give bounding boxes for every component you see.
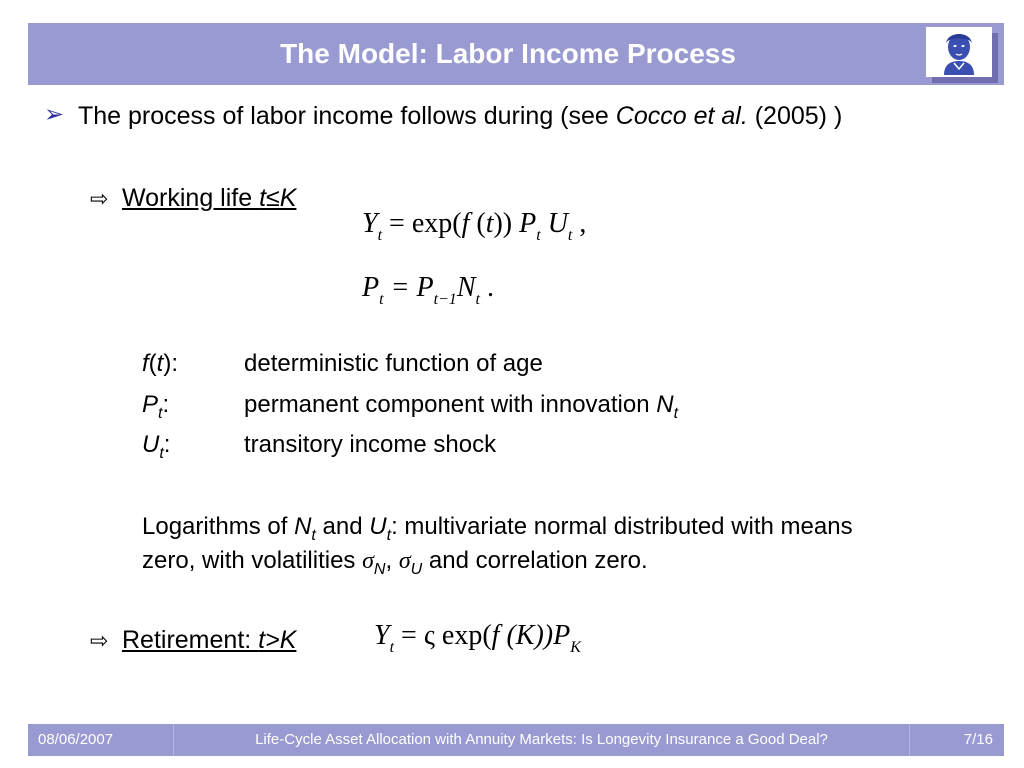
bullet-arrow-icon: ➢	[44, 101, 65, 128]
sub-arrow-icon: ⇨	[90, 628, 109, 653]
title-bar	[28, 23, 1004, 85]
logs-line-1: Logarithms of $N_t$ and $U_t$: multivariate normal distributed with means	[142, 513, 853, 544]
footer-bar	[28, 724, 1004, 756]
def-f-symbol: f(t):	[142, 350, 179, 377]
def-f-desc: deterministic function of age	[244, 350, 543, 377]
def-u-symbol: $U_t$:	[142, 431, 171, 462]
equation-retirement: $Y_t = \varsigma$ exp(f $(K))P_K$	[374, 620, 581, 656]
def-p-symbol: $P_t$:	[142, 391, 170, 422]
goethe-portrait-icon	[926, 27, 992, 77]
slide-title: The Model: Labor Income Process	[280, 38, 736, 69]
footer-title: Life-Cycle Asset Allocation with Annuity Markets: Is Longevity Insurance a Good Deal?	[173, 724, 910, 756]
def-p-desc: permanent component with innovation $N_t$	[244, 391, 679, 422]
intro-text: The process of labor income follows during (see Cocco et al. (2005) )	[78, 102, 843, 130]
working-life-label: Working life t≤K	[122, 184, 297, 212]
equation-income: $Y_t = \exp(f$ (t)) $P_t$ $U_t$ ,	[362, 208, 587, 244]
citation: Cocco et al.	[615, 102, 748, 130]
footer-page-number: 7/16	[963, 731, 993, 748]
university-logo	[926, 27, 998, 83]
retirement-label: Retirement: t>K	[122, 626, 297, 654]
def-u-desc: transitory income shock	[244, 431, 497, 458]
footer-date: 08/06/2007	[38, 731, 114, 748]
logs-line-2: zero, with volatilities $\sigma_N$, $\sigma_U$ and correlation zero.	[142, 547, 648, 578]
sub-arrow-icon: ⇨	[90, 186, 109, 211]
equation-permanent: $P_t = P_{t-1}N_t$ .	[362, 272, 494, 308]
